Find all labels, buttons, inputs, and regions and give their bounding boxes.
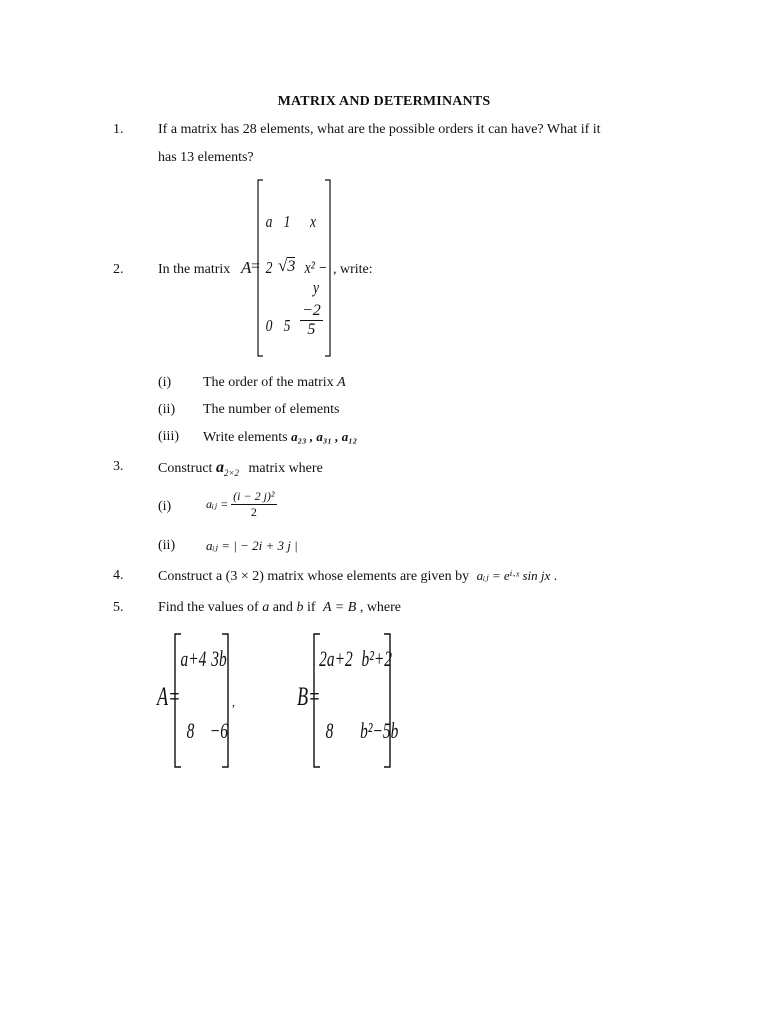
q3-formula-i-den: 2 — [250, 505, 257, 519]
q2-frac-numerator: −2 — [302, 302, 321, 319]
q5-A-r2c2: −6 — [209, 718, 228, 743]
q3-formula-i-num: (i − 2 j)² — [233, 489, 275, 503]
q2-item-iii — [203, 429, 357, 446]
q5-B-label: B= — [297, 682, 321, 711]
q5-and: and — [272, 600, 293, 615]
q1-number: 1. — [113, 122, 124, 137]
q5-A-comma: , — [232, 695, 235, 709]
q2-cell-2-2: √3 — [278, 256, 296, 275]
q5-var-b: b — [296, 600, 304, 615]
q2-cell-2-1: 2 — [265, 258, 273, 277]
q2-cell-2-3: x² − y — [304, 258, 328, 297]
q5-lead: Find the values of — [158, 600, 259, 615]
q5-var-a: a — [262, 600, 270, 615]
q2-item-label-iii: (iii) — [158, 429, 179, 444]
q5-B-r1c1: 2a+2 — [319, 646, 353, 671]
q2-cell-3-3 — [300, 302, 323, 339]
q3-number: 3. — [113, 459, 124, 474]
q3-label-ii: (ii) — [158, 538, 176, 553]
q2-item-i-text: The order of the matrix — [203, 375, 334, 390]
q3-sub: 2×2 — [223, 467, 240, 478]
q5-if: if — [306, 600, 316, 615]
q2-cell-3-1: 0 — [265, 316, 273, 335]
q2-cell-1-1: a — [265, 212, 273, 231]
q2-item-i-var: A — [337, 375, 346, 390]
q3-formula-i — [206, 489, 277, 520]
q2-equals: = — [251, 258, 261, 275]
q2-item-ii-text: The number of elements — [203, 402, 340, 417]
q2-item-iii-elements: a₂₃ , a₃₁ , a₁₂ — [291, 429, 358, 444]
q2-matrix-var: A — [241, 258, 252, 277]
q5-B-r2c1: 8 — [325, 718, 334, 743]
q2-item-i — [203, 375, 346, 391]
q3-var: a — [215, 459, 224, 476]
q5-number: 5. — [113, 600, 124, 615]
q2-cell-1-2: 1 — [283, 212, 291, 231]
q3-tail: matrix where — [248, 461, 323, 476]
q4-text: Construct a (3 × 2) matrix whose elements are given by — [158, 569, 470, 584]
q2-cell-3-2: 5 — [283, 316, 291, 335]
q3-label-i: (i) — [158, 499, 172, 514]
q1-text-line1: If a matrix has 28 elements, what are the possible orders it can have? What if it — [158, 122, 601, 137]
q2-lead: In the matrix — [158, 262, 231, 277]
q2-cell-1-3: x — [309, 212, 317, 231]
q3-lead: Construct — [158, 461, 213, 476]
q5-B-r1c2: b²+2 — [361, 646, 392, 671]
q5-A-r2c1: 8 — [186, 718, 195, 743]
q1-text-line2: has 13 elements? — [158, 150, 254, 165]
q5-line — [158, 600, 401, 616]
q2-item-label-ii: (ii) — [158, 402, 176, 417]
q2-sqrt-arg: 3 — [287, 258, 296, 275]
q3-line — [158, 459, 323, 477]
q2-number: 2. — [113, 262, 124, 277]
page-title: MATRIX AND DETERMINANTS — [277, 94, 491, 109]
q5-A-r1c1: a+4 — [180, 646, 207, 671]
q5-A-label: A= — [157, 682, 181, 711]
q5-tail: , where — [359, 600, 402, 615]
q4-number: 4. — [113, 568, 124, 583]
q2-frac-denominator: 5 — [307, 321, 316, 338]
q4-expr: aᵢⱼ = eⁱ·ˣ sin jx — [476, 568, 551, 583]
q4-end: . — [553, 569, 558, 584]
q2-tail: , write: — [333, 262, 373, 277]
q2-item-label-i: (i) — [158, 375, 172, 390]
q3-formula-i-lhs: aᵢⱼ = — [206, 497, 229, 511]
q4-line — [158, 568, 557, 585]
q2-item-iii-text: Write elements — [203, 430, 288, 445]
q5-condition: A = B — [323, 600, 357, 615]
q5-A-r1c2: 3b — [211, 646, 227, 671]
q3-formula-ii: aᵢⱼ = | − 2i + 3 j | — [206, 538, 298, 553]
q5-B-r2c2: b²−5b — [360, 718, 399, 743]
